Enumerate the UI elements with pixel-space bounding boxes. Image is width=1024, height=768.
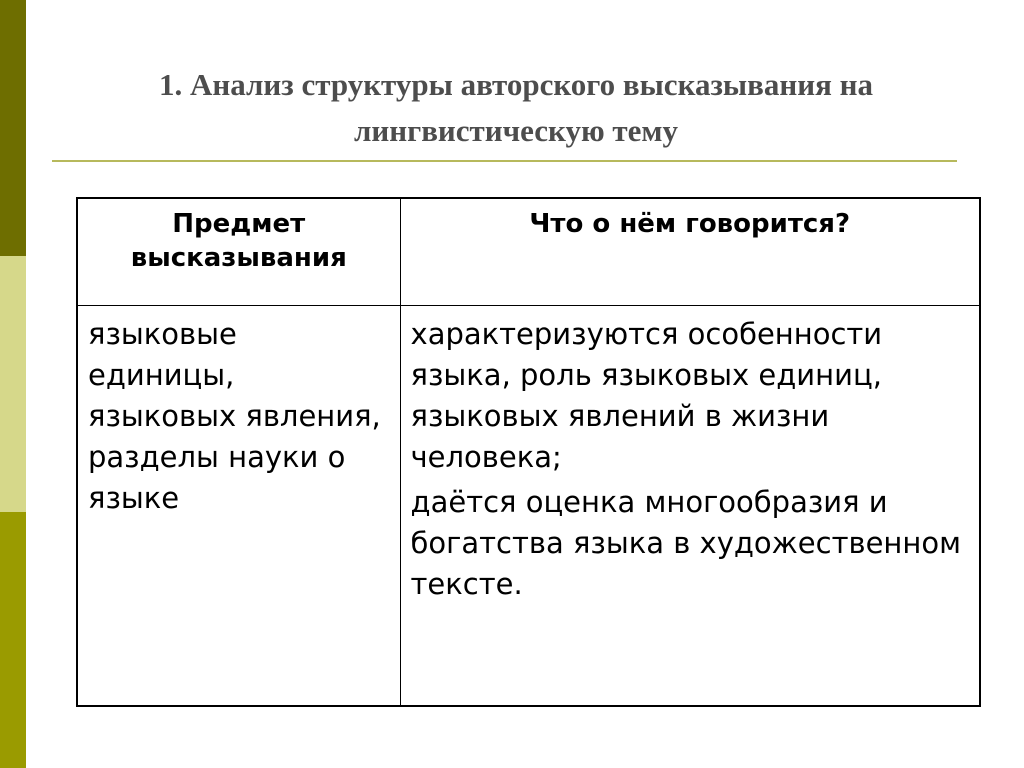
title-divider: [52, 160, 957, 162]
cell-subject: [77, 306, 400, 707]
slide-title: [56, 62, 976, 154]
header-what-is-said: [400, 198, 980, 306]
left-decorative-stripe: [0, 0, 26, 768]
header-subject: [77, 198, 400, 306]
description-paragraph-2: даётся оценка многообразия и богатства языка в художественном тексте.: [410, 485, 961, 601]
stripe-segment-bottom: [0, 512, 26, 768]
table-row: [77, 306, 980, 707]
stripe-segment-top: [0, 0, 26, 256]
header-subject-line-1: Предмет: [172, 209, 306, 239]
header-subject-line-2: высказывания: [130, 243, 347, 273]
slide-title-line-1: 1. Анализ структуры авторского высказывания на: [159, 67, 873, 102]
cell-description: [400, 306, 980, 707]
slide-title-line-2: лингвистическую тему: [354, 113, 678, 148]
table-header-row: [77, 198, 980, 306]
analysis-table: [76, 197, 981, 707]
stripe-segment-middle: [0, 256, 26, 512]
header-what-is-said-text: Что о нём говорится?: [529, 209, 851, 239]
cell-subject-text: языковые единицы, языковых явления, разделы науки о языке: [88, 317, 381, 515]
description-paragraph-1: характеризуются особенности языка, роль языковых единиц, языковых явлений в жизни человека;: [410, 317, 883, 474]
